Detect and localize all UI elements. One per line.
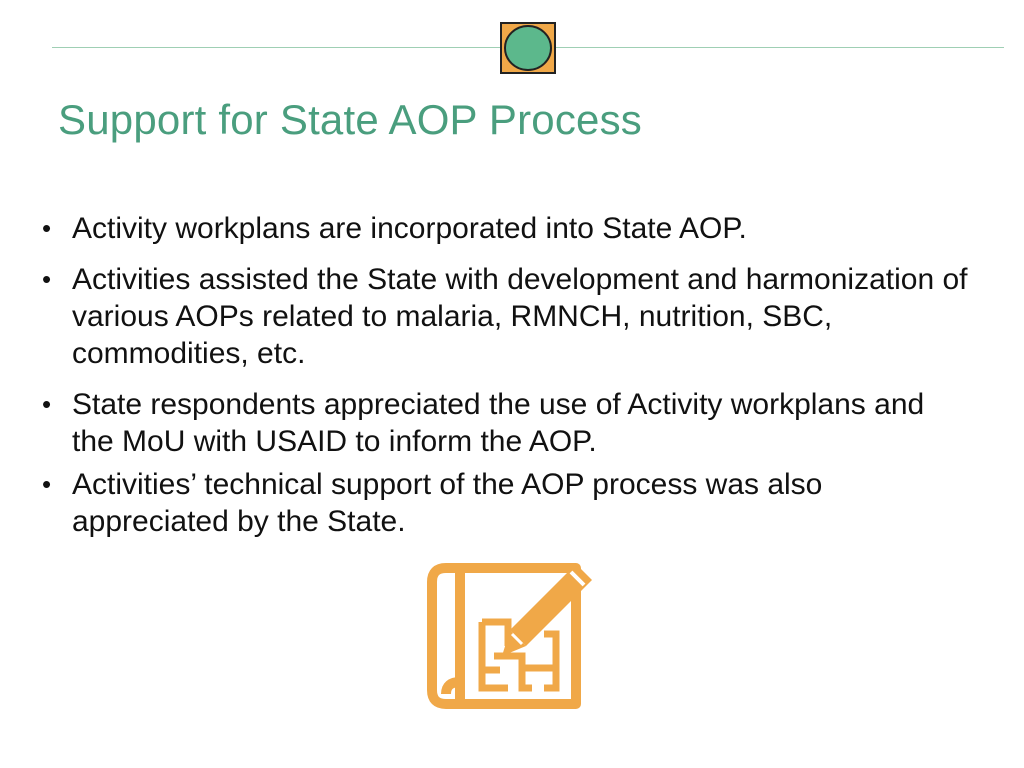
bullet-marker: • <box>42 389 52 419</box>
bullet-text: Activity workplans are incorporated into State AOP. <box>72 212 747 245</box>
bullet-text: State respondents appreciated the use of Activity workplans and the MoU with USAID to inform the AOP. <box>72 388 925 458</box>
bullet-item <box>40 261 970 372</box>
bullet-marker: • <box>42 264 52 294</box>
bullet-item <box>40 210 970 247</box>
bullet-list <box>40 210 970 554</box>
bullet-item <box>40 466 970 540</box>
bullet-text: Activities assisted the State with development and harmonization of various AOPs related to malaria, RMNCH, nutrition, SBC, commodities, etc. <box>72 263 968 370</box>
slide-title: Support for State AOP Process <box>58 96 642 143</box>
bullet-text: Activities’ technical support of the AOP process was also appreciated by the State. <box>72 468 823 538</box>
circle-in-square-icon <box>500 22 556 74</box>
bullet-item <box>40 386 970 460</box>
blueprint-pencil-icon <box>426 560 598 712</box>
bullet-marker: • <box>42 213 52 243</box>
bullet-marker: • <box>42 469 52 499</box>
